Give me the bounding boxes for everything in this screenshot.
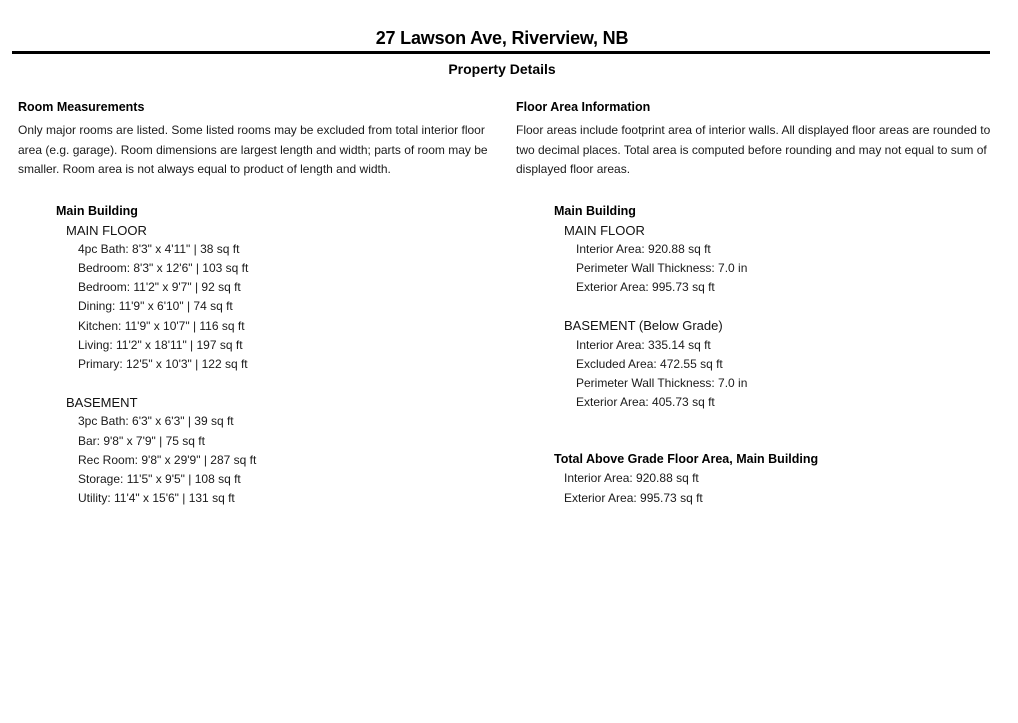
- floor-area-heading: Floor Area Information: [516, 100, 651, 114]
- floor-label-basement-rooms: BASEMENT: [66, 395, 138, 411]
- section-spacer: [18, 374, 492, 393]
- building-label-areas: Main Building: [554, 203, 636, 218]
- floor-area-note: Floor areas include footprint area of interior walls. All displayed floor areas are rounded to two decimal places. Total area is computed before rounding and may not equal to sum of displayed floor areas.: [516, 123, 991, 176]
- area-item: Perimeter Wall Thickness: 7.0 in: [576, 260, 748, 275]
- floor-label-basement-areas: BASEMENT (Below Grade): [564, 318, 723, 334]
- area-item: Exterior Area: 995.73 sq ft: [576, 280, 715, 295]
- area-item: Interior Area: 920.88 sq ft: [576, 241, 711, 256]
- room-item: Rec Room: 9'8" x 29'9" | 287 sq ft: [78, 452, 257, 467]
- total-above-grade-heading: Total Above Grade Floor Area, Main Building: [554, 452, 819, 467]
- room-measurements-column: [18, 100, 492, 508]
- room-item: Bedroom: 11'2" x 9'7" | 92 sq ft: [78, 280, 241, 295]
- area-item: Exterior Area: 405.73 sq ft: [576, 395, 715, 410]
- area-item: Excluded Area: 472.55 sq ft: [576, 356, 723, 371]
- room-item: Storage: 11'5" x 9'5" | 108 sq ft: [78, 471, 241, 486]
- room-item: Dining: 11'9" x 6'10" | 74 sq ft: [78, 299, 233, 314]
- title-divider: [12, 51, 990, 54]
- area-item: Perimeter Wall Thickness: 7.0 in: [576, 375, 748, 390]
- page-title: 27 Lawson Ave, Riverview, NB: [375, 28, 629, 48]
- room-measurements-heading: Room Measurements: [18, 100, 145, 114]
- room-item: Primary: 12'5" x 10'3" | 122 sq ft: [78, 356, 248, 371]
- total-area-item: Exterior Area: 995.73 sq ft: [564, 490, 703, 505]
- room-item: Living: 11'2" x 18'11" | 197 sq ft: [78, 337, 243, 352]
- floor-area-tree: [516, 202, 998, 508]
- room-item: Utility: 11'4" x 15'6" | 131 sq ft: [78, 491, 235, 506]
- room-measurements-tree: [18, 202, 492, 509]
- floor-label-main-floor-rooms: MAIN FLOOR: [66, 222, 147, 238]
- building-label-rooms: Main Building: [56, 203, 138, 218]
- room-item: 4pc Bath: 8'3" x 4'11" | 38 sq ft: [78, 241, 240, 256]
- area-item: Interior Area: 335.14 sq ft: [576, 337, 711, 352]
- floor-label-main-floor-areas: MAIN FLOOR: [564, 222, 645, 238]
- room-item: 3pc Bath: 6'3" x 6'3" | 39 sq ft: [78, 414, 234, 429]
- section-spacer: [516, 297, 998, 316]
- room-item: Kitchen: 11'9" x 10'7" | 116 sq ft: [78, 318, 245, 333]
- total-spacer: [516, 412, 998, 450]
- room-measurements-note: Only major rooms are listed. Some listed rooms may be excluded from total interior floor area (e.g. garage). Room dimensions are largest length and width; parts of room may be smaller. Room area is not always equal to product of length and width.: [18, 123, 488, 176]
- page-subtitle: Property Details: [448, 61, 556, 77]
- room-item: Bar: 9'8" x 7'9" | 75 sq ft: [78, 433, 205, 448]
- floor-area-information-column: [516, 100, 998, 508]
- total-area-item: Interior Area: 920.88 sq ft: [564, 471, 699, 486]
- room-item: Bedroom: 8'3" x 12'6" | 103 sq ft: [78, 260, 249, 275]
